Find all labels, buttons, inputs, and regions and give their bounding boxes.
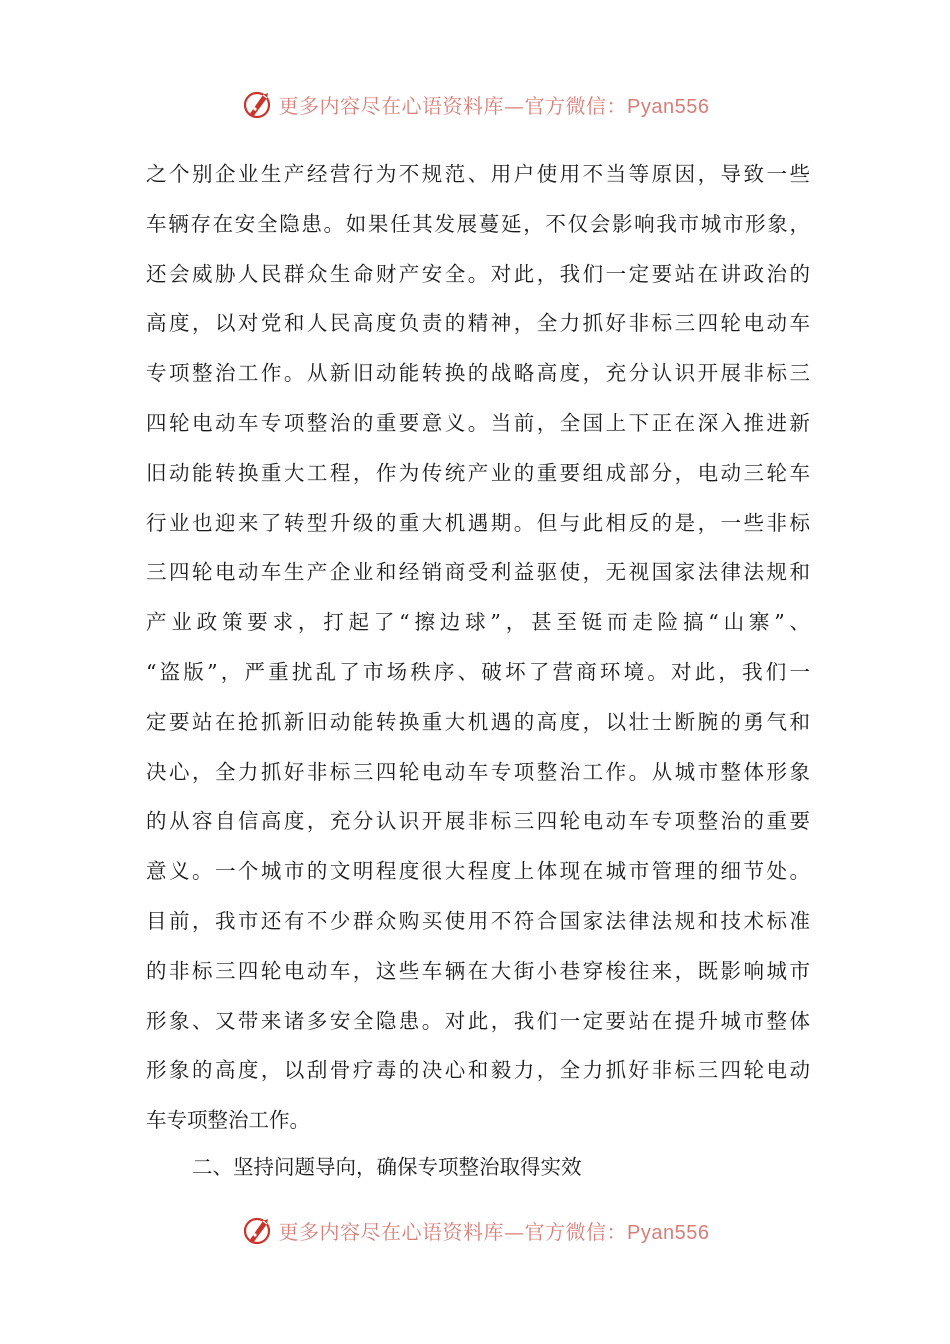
body-line: 决心，全力抓好非标三四轮电动车专项整治工作。从城市整体形象 <box>146 759 810 784</box>
footer-watermark-banner <box>0 1208 950 1252</box>
pen-nib-logo-icon <box>241 1213 275 1247</box>
document-body <box>146 150 810 1146</box>
body-line: 车专项整治工作。 <box>146 1108 310 1133</box>
body-line: 意义。一个城市的文明程度很大程度上体现在城市管理的细节处。 <box>146 859 810 884</box>
header-watermark-banner <box>0 82 950 126</box>
body-line: 高度，以对党和人民高度负责的精神，全力抓好非标三四轮电动车 <box>146 311 810 336</box>
body-line: 形象、又带来诸多安全隐患。对此，我们一定要站在提升城市整体 <box>146 1008 810 1033</box>
section-heading: 二、坚持问题导向，确保专项整治取得实效 <box>192 1155 582 1179</box>
body-line: 的从容自信高度，充分认识开展非标三四轮电动车专项整治的重要 <box>146 809 810 834</box>
body-line: 专项整治工作。从新旧动能转换的战略高度，充分认识开展非标三 <box>146 361 810 386</box>
body-line: “盗版”，严重扰乱了市场秩序、破坏了营商环境。对此，我们一 <box>146 659 810 684</box>
body-line: 旧动能转换重大工程，作为传统产业的重要组成部分，电动三轮车 <box>146 460 810 485</box>
body-line: 四轮电动车专项整治的重要意义。当前，全国上下正在深入推进新 <box>146 410 810 435</box>
body-line: 行业也迎来了转型升级的重大机遇期。但与此相反的是，一些非标 <box>146 510 810 535</box>
body-line: 目前，我市还有不少群众购买使用不符合国家法律法规和技术标准 <box>146 908 810 933</box>
body-line: 之个别企业生产经营行为不规范、用户使用不当等原因，导致一些 <box>146 162 810 186</box>
banner-text: 更多内容尽在心语资料库—官方微信： <box>278 93 628 118</box>
banner-wechat-id: Pyan556 <box>627 95 710 118</box>
body-line: 形象的高度，以刮骨疗毒的决心和毅力，全力抓好非标三四轮电动 <box>146 1058 810 1083</box>
body-line: 定要站在抢抓新旧动能转换重大机遇的高度，以壮士断腕的勇气和 <box>146 709 810 734</box>
body-line: 三四轮电动车生产企业和经销商受利益驱使，无视国家法律法规和 <box>146 560 810 585</box>
body-line: 产业政策要求，打起了“擦边球”，甚至铤而走险搞“山寨”、 <box>146 610 810 635</box>
body-line: 车辆存在安全隐患。如果任其发展蔓延，不仅会影响我市城市形象， <box>146 211 810 236</box>
body-line: 的非标三四轮电动车，这些车辆在大街小巷穿梭往来，既影响城市 <box>146 958 810 983</box>
banner-text: 更多内容尽在心语资料库—官方微信： <box>278 1219 628 1244</box>
body-line: 还会威胁人民群众生命财产安全。对此，我们一定要站在讲政治的 <box>146 261 810 286</box>
banner-wechat-id: Pyan556 <box>627 1221 710 1244</box>
pen-nib-logo-icon <box>241 87 275 121</box>
